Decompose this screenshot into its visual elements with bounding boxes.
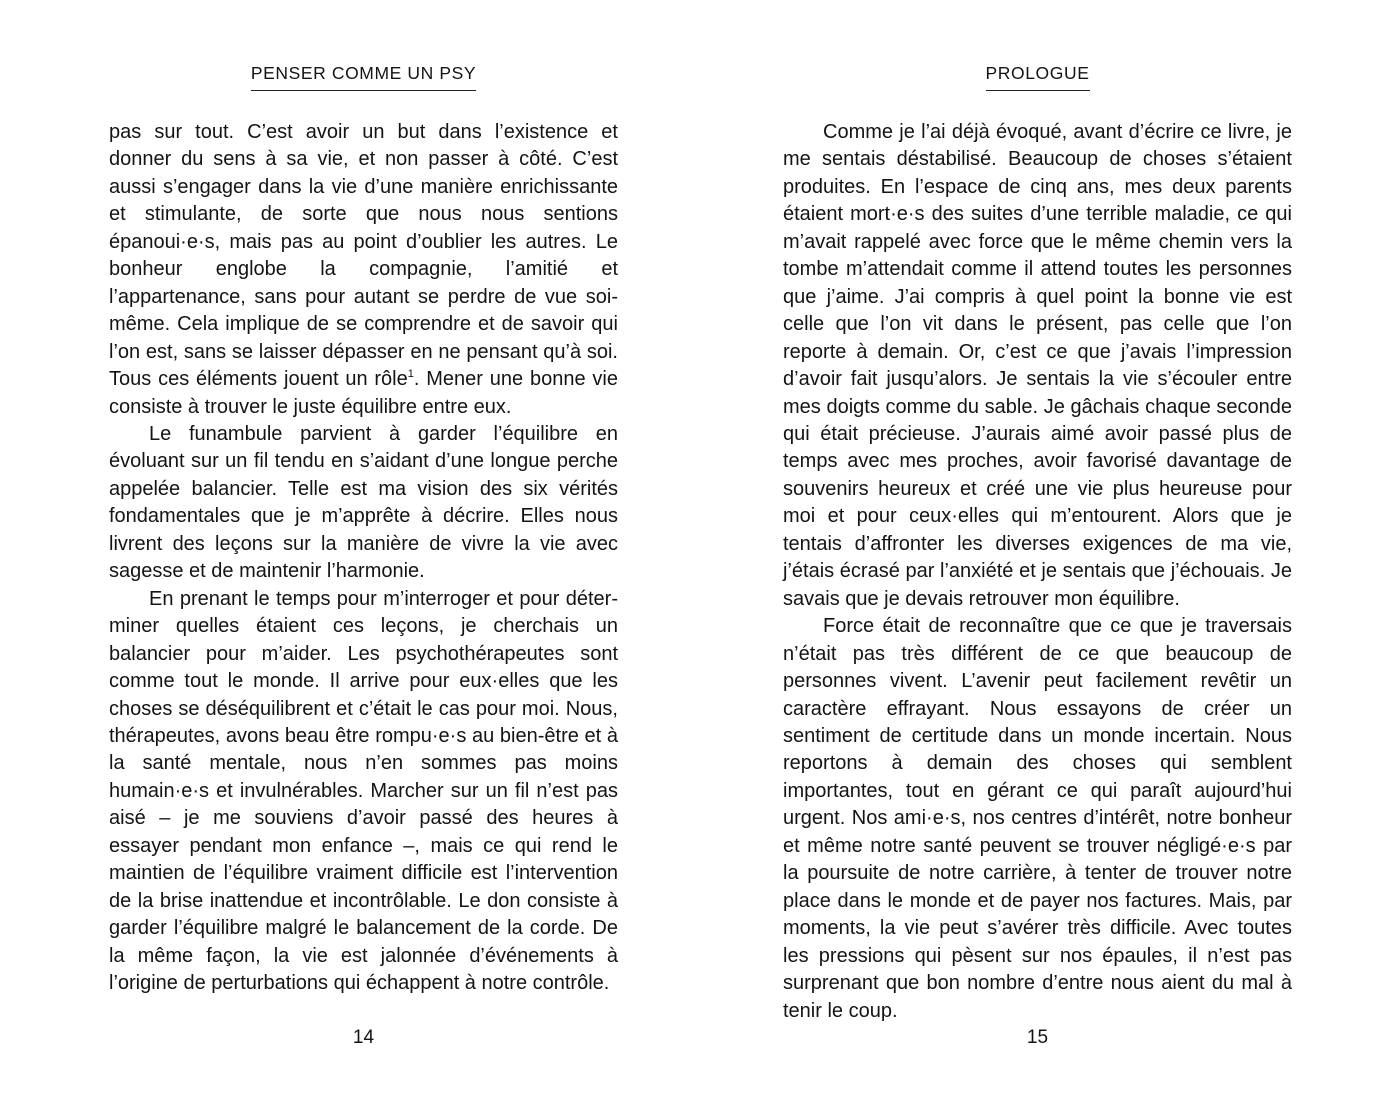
running-head: [109, 62, 618, 91]
paragraph-text: pas sur tout. C’est avoir un but dans l’existence et donner du sens à sa vie, et non passer à côté. C’est aussi s’engager dans la vie d’une manière enrichissante et stimulante, de sorte que nous nous sentions épanoui·e·s, mais pas au point d’oublier les autres. Le bonheur englobe la compagnie, l’amitié et l’appartenance, sans pour autant se perdre de vue soi-même. Cela implique de se comprendre et de savoir qui l’on est, sans se laisser dépasser en ne pensant qu’à soi. Tous ces éléments jouent un rôle: [109, 121, 618, 391]
paragraph: [109, 119, 618, 421]
paragraph: Le funambule parvient à garder l’équilibre en évoluant sur un fil tendu en s’aidant d’une longue perche appelée balancier. Telle est ma vision des six vérités fondamentales que je m’apprête à décrire. Elles nous livrent des leçons sur la manière de vivre la vie avec sagesse et de maintenir l’harmonie.: [109, 422, 618, 583]
right-page: [783, 0, 1292, 1115]
paragraph-text: . Mener une bonne vie consiste à trouver le juste équilibre entre eux.: [109, 368, 618, 418]
running-head-title: PROLOGUE: [986, 62, 1090, 91]
running-head: [783, 62, 1292, 91]
paragraph: En prenant le temps pour m’interroger et pour déterminer quelles étaient ces leçons, je cherchais un balancier pour m’aider. Les psychothérapeutes sont comme tout le monde. Il arrive pour eux·elles que les choses se déséquilibrent et c’était le cas pour moi. Nous, thérapeutes, avons beau être rompu·e·s au bien-être et à la santé mentale, nous n’en sommes pas moins humain·e·s et invulnérables. Marcher sur un fil n’est pas aisé – je me souviens d’avoir passé des heures à essayer pendant mon enfance –, mais ce qui rend le maintien de l’équilibre vraiment difficile est l’intervention de la brise inattendue et incontrôlable. Le don consiste à garder l’équilibre malgré le balancement de la corde. De la même façon, la vie est jalonnée d’événements à l’origine de perturbations qui échappent à notre contrôle.: [109, 587, 618, 995]
page-body: [109, 119, 618, 998]
paragraph: Force était de reconnaître que ce que je traversais n’était pas très différent de ce que beaucoup de personnes vivent. L’avenir peut facilement revêtir un caractère effrayant. Nous essayons de créer un sentiment de certitude dans un monde incertain. Nous reportons à demain des choses qui semblent importantes, tout en gérant ce qui paraît aujourd’hui urgent. Nos ami·e·s, nos centres d’intérêt, notre bonheur et même notre santé peuvent se trouver négligé·e·s par la poursuite de notre carrière, à tenter de trouver notre place dans le monde et de payer nos factures. Mais, par moments, la vie peut s’avérer très difficile. Avec toutes les pressions qui pèsent sur nos épaules, il n’est pas surprenant que bon nombre d’entre nous aient du mal à tenir le coup.: [783, 615, 1292, 1022]
paragraph: Comme je l’ai déjà évoqué, avant d’écrire ce livre, je me sentais déstabilisé. Beaucoup de choses s’étaient produites. En l’espace de cinq ans, mes deux parents étaient mort·e·s des suites d’une terrible maladie, ce qui m’avait rappelé avec force que le même chemin vers la tombe m’attendait comme il attend toutes les personnes que j’aime. J’ai compris à quel point la bonne vie est celle que l’on vit dans le présent, pas celle que l’on reporte à demain. Or, c’est ce que j’avais l’impression d’avoir fait jusqu’alors. Je sentais la vie s’écouler entre mes doigts comme du sable. Je gâchais chaque seconde qui était précieuse. J’aurais aimé avoir passé plus de temps avec mes proches, avoir favorisé davantage de souvenirs heureux et créé une vie plus heureuse pour moi et pour ceux·elles qui m’entourent. Alors que je tentais d’affronter les diverses exigences de ma vie, j’étais écrasé par l’anxiété et je sentais que j’échouais. Je savais que je devais retrouver mon équilibre.: [783, 121, 1292, 610]
running-head-title: PENSER COMME UN PSY: [251, 62, 476, 91]
page-number: 15: [1026, 1027, 1049, 1048]
left-page: [109, 0, 618, 1115]
page-number: 14: [352, 1027, 375, 1048]
footnote-reference[interactable]: 1: [407, 368, 414, 381]
page-body: [783, 119, 1292, 1025]
